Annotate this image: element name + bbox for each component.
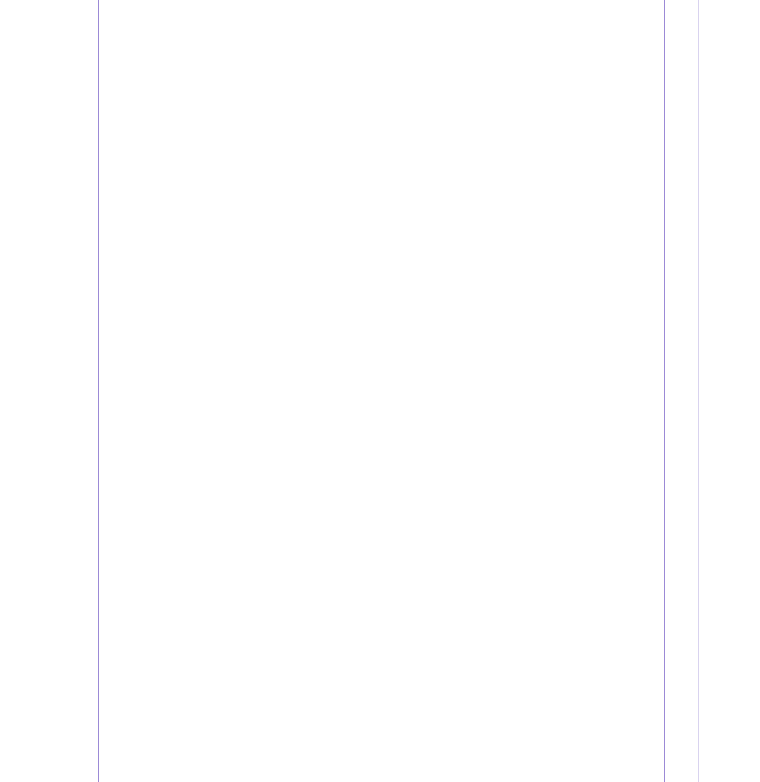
- text-frame-right-edge: [664, 0, 665, 782]
- page-margin-guide: [698, 0, 699, 782]
- text-frame-left-edge: [98, 0, 99, 782]
